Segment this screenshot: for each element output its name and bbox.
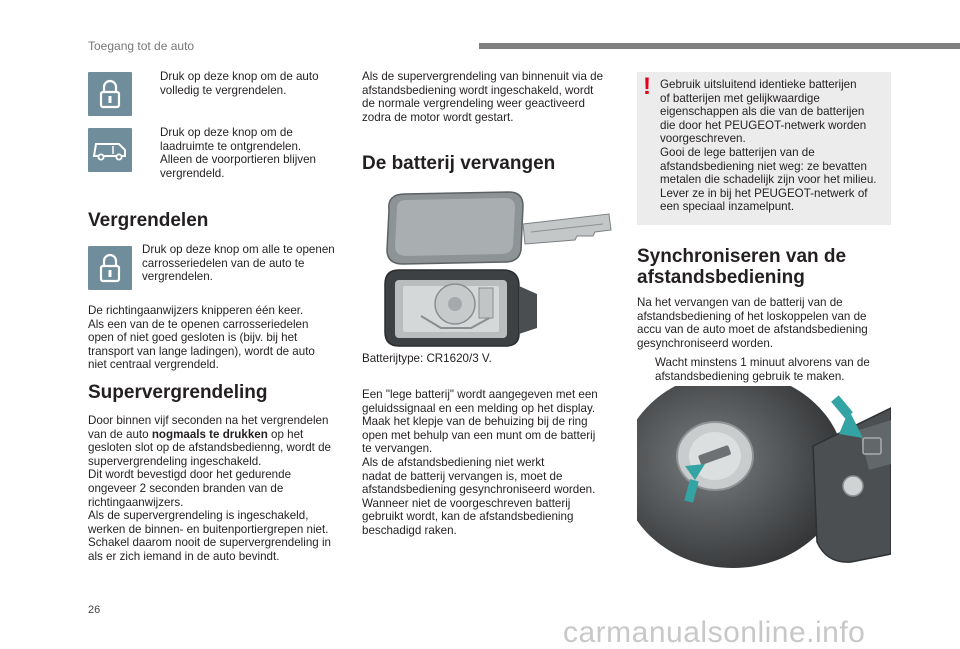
lock-icon [88,246,132,290]
watermark: carmanualsonline.info [563,616,866,649]
page-number: 26 [88,604,101,616]
vergrendelen-body: De richtingaanwijzers knipperen één keer. Als een van de te openen carrosseriedelen open of niet goed gesloten is (bijv. bij het transport van lange ladingen), wordt de auto niet centraal vergrendeld. [88,304,315,372]
warning-note-text: Gebruik uitsluitend identieke batterijen of batterijen met gelijkwaardige eigenschappen als die van de batterijen die door het PEUGEOT-netwerk worden voorgeschreven. Gooi de lege batterijen van de afstandsbediening niet weg: ze bevatten metalen die schadelijk zijn voor het milieu. Lever ze in bij het PEUGEOT-netwerk of een speciaal inzamelpunt. [660,78,877,214]
ignition-remote-photo [637,386,891,596]
heading-supervergrendeling: Supervergrendeling [88,382,268,403]
battery-body: Een "lege batterij" wordt aangegeven met een geluidssignaal en een melding op het display. Maak het klepje van de behuizing bij de ring open met behulp van een munt om de batterij te vervangen. Als de afstandsbediening niet werkt nadat de batterij vervangen is, moet de afstandsbediening gesynchroniseerd worden. Wanneer niet de voorgeschreven batterij gebruikt wordt, kan de afstandsbediening beschadigd raken. [362,388,598,537]
key-battery-photo [381,188,613,348]
heading-synchroniseren: Synchroniseren van de afstandsbediening [637,246,847,288]
battery-type: Batterijtype: CR1620/3 V. [362,352,492,365]
sync-step: Wacht minstens 1 minuut alvorens van de afstandsbediening gebruik te maken. [655,356,870,383]
supervergrendeling-body: Door binnen vijf seconden na het vergrendelen van de auto nogmaals te drukken op het gesloten slot op de afstandsbedienng, wordt de supervergrendeling ingeschakeld. Dit wordt bevestigd door het gedurende ongeveer 2 seconden branden van de richtingaanwijzers. Als de supervergrendeling is ingeschakeld, werken de binnen- en buitenportiergrepen niet. Schakel daarom nooit de supervergrendeling in als er zich iemand in de auto bevindt. [88,414,331,563]
cargo-description: Druk op deze knop om de laadruimte te ontgrendelen. Alleen de voorportieren blijven vergrendeld. [160,126,316,180]
warning-exclamation-icon: ! [643,73,651,100]
lock-icon [88,72,132,116]
vergrendelen-icon-description: Druk op deze knop om alle te openen carrosseriedelen van de auto te vergrendelen. [142,243,335,284]
supervergrendeling-intro: Als de supervergrendeling van binnenuit via de afstandsbediening wordt ingeschakeld, wordt de normale vergrendeling weer geactiveerd zodra de motor wordt gestart. [362,70,604,124]
heading-batterij-vervangen: De batterij vervangen [362,153,556,174]
sync-body: Na het vervangen van de batterij van de afstandsbediening of het loskoppelen van de accu van de auto moet de afstandsbediening gesynchroniseerd worden. [637,296,868,350]
lock-all-description: Druk op deze knop om de auto volledig te vergrendelen. [160,70,319,97]
section-header-title: Toegang tot de auto [88,39,195,53]
header-bar [479,43,960,49]
heading-vergrendelen: Vergrendelen [88,210,209,231]
cargo-van-icon [88,128,132,172]
